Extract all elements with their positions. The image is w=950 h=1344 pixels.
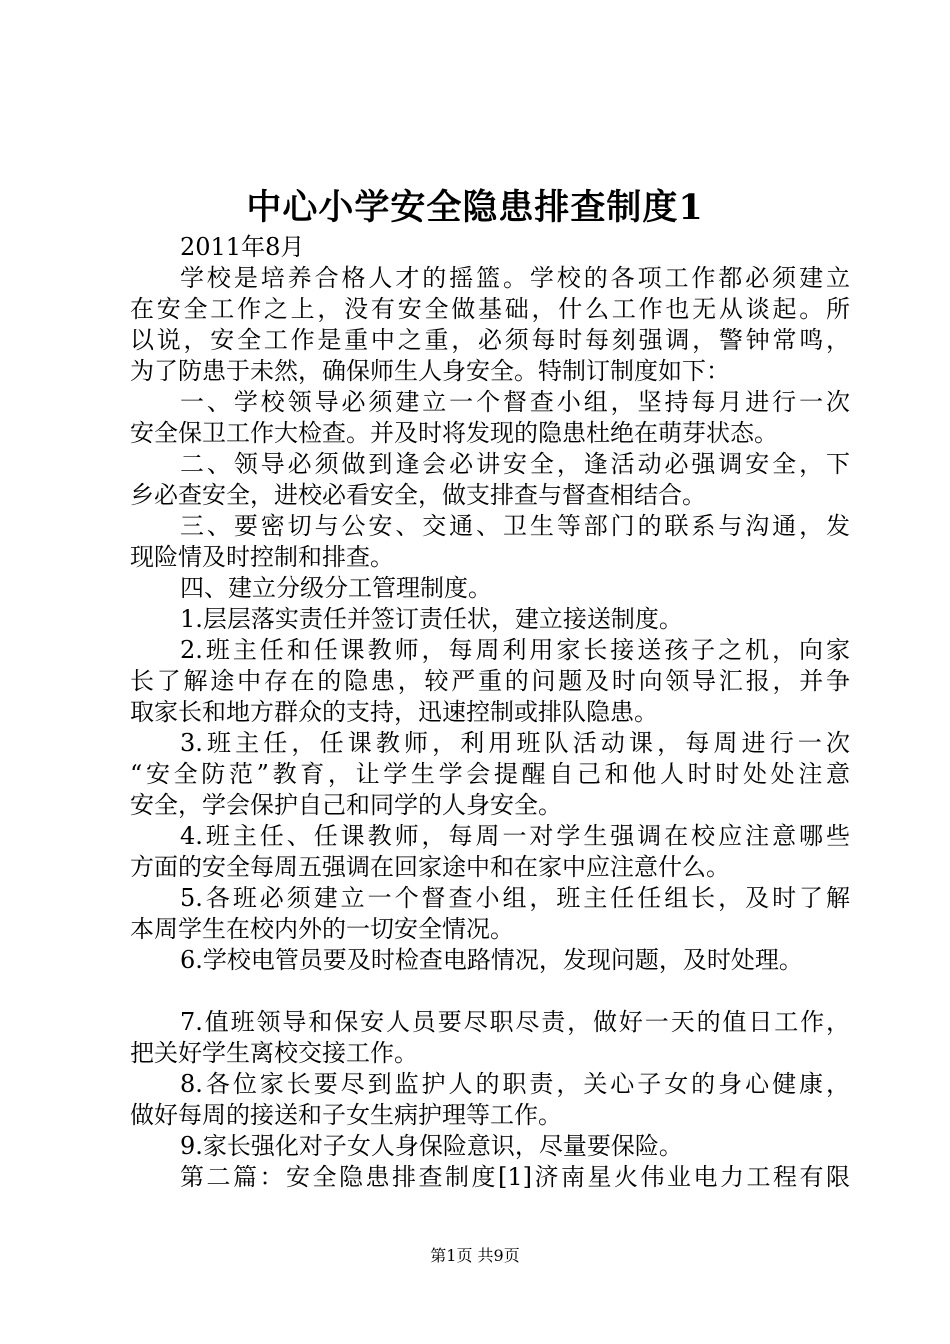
document-title: 中心小学安全隐患排查制度1	[246, 187, 704, 228]
paragraph-line: 7.值班领导和保安人员要尽职尽责，做好一天的值日工作，	[180, 1008, 850, 1036]
paragraph-line: 一、学校领导必须建立一个督查小组，坚持每月进行一次	[180, 388, 850, 416]
paragraph-line: 现险情及时控制和排查。	[130, 543, 394, 571]
paragraph-line: 把关好学生离校交接工作。	[130, 1039, 418, 1067]
paragraph-line: 3.班主任，任课教师，利用班队活动课，每周进行一次	[180, 729, 850, 757]
paragraph-line: 9.家长强化对子女人身保险意识，尽量要保险。	[180, 1132, 683, 1160]
paragraph-line: 三、要密切与公安、交通、卫生等部门的联系与沟通，发	[180, 512, 850, 540]
paragraph-line: 安全，学会保护自己和同学的人身安全。	[130, 791, 562, 819]
paragraph-line: 取家长和地方群众的支持，迅速控制或排队隐患。	[130, 698, 658, 726]
paragraph-line: 方面的安全每周五强调在回家途中和在家中应注意什么。	[130, 853, 730, 881]
document-date: 2011年8月	[180, 233, 305, 261]
paragraph-line: 安全保卫工作大检查。并及时将发现的隐患杜绝在萌芽状态。	[130, 419, 778, 447]
paragraph-line: 二、领导必须做到逢会必讲安全，逢活动必强调安全，下	[180, 450, 850, 478]
paragraph-line: “安全防范”教育，让学生学会提醒自己和他人时时处处注意	[130, 760, 850, 788]
paragraph-line: 1.层层落实责任并签订责任状，建立接送制度。	[180, 605, 683, 633]
paragraph-line: 以说，安全工作是重中之重，必须每时每刻强调，警钟常鸣，	[130, 326, 850, 354]
paragraph-line: 6.学校电管员要及时检查电路情况，发现问题，及时处理。	[180, 946, 803, 974]
paragraph-line: 第二篇：安全隐患排查制度[1]济南星火伟业电力工程有限	[180, 1163, 850, 1191]
page-footer: 第1页 共9页	[430, 1246, 520, 1265]
paragraph-line: 长了解途中存在的隐患，较严重的问题及时向领导汇报，并争	[130, 667, 850, 695]
paragraph-line: 在安全工作之上，没有安全做基础，什么工作也无从谈起。所	[130, 295, 850, 323]
paragraph-line: 2.班主任和任课教师，每周利用家长接送孩子之机，向家	[180, 636, 850, 664]
document-body	[130, 232, 850, 1193]
paragraph-line: 学校是培养合格人才的摇篮。学校的各项工作都必须建立	[180, 264, 850, 292]
paragraph-line: 4.班主任、任课教师，每周一对学生强调在校应注意哪些	[180, 822, 850, 850]
paragraph-line: 本周学生在校内外的一切安全情况。	[130, 915, 514, 943]
paragraph-line: 为了防患于未然，确保师生人身安全。特制订制度如下：	[130, 357, 730, 385]
blank-line	[130, 976, 850, 1007]
paragraph-line: 乡必查安全，进校必看安全，做支排查与督查相结合。	[130, 481, 706, 509]
paragraph-line: 5.各班必须建立一个督查小组，班主任任组长，及时了解	[180, 884, 850, 912]
paragraph-line: 做好每周的接送和子女生病护理等工作。	[130, 1101, 562, 1129]
paragraph-line: 四、建立分级分工管理制度。	[180, 574, 492, 602]
paragraph-line: 8.各位家长要尽到监护人的职责，关心子女的身心健康，	[180, 1070, 850, 1098]
